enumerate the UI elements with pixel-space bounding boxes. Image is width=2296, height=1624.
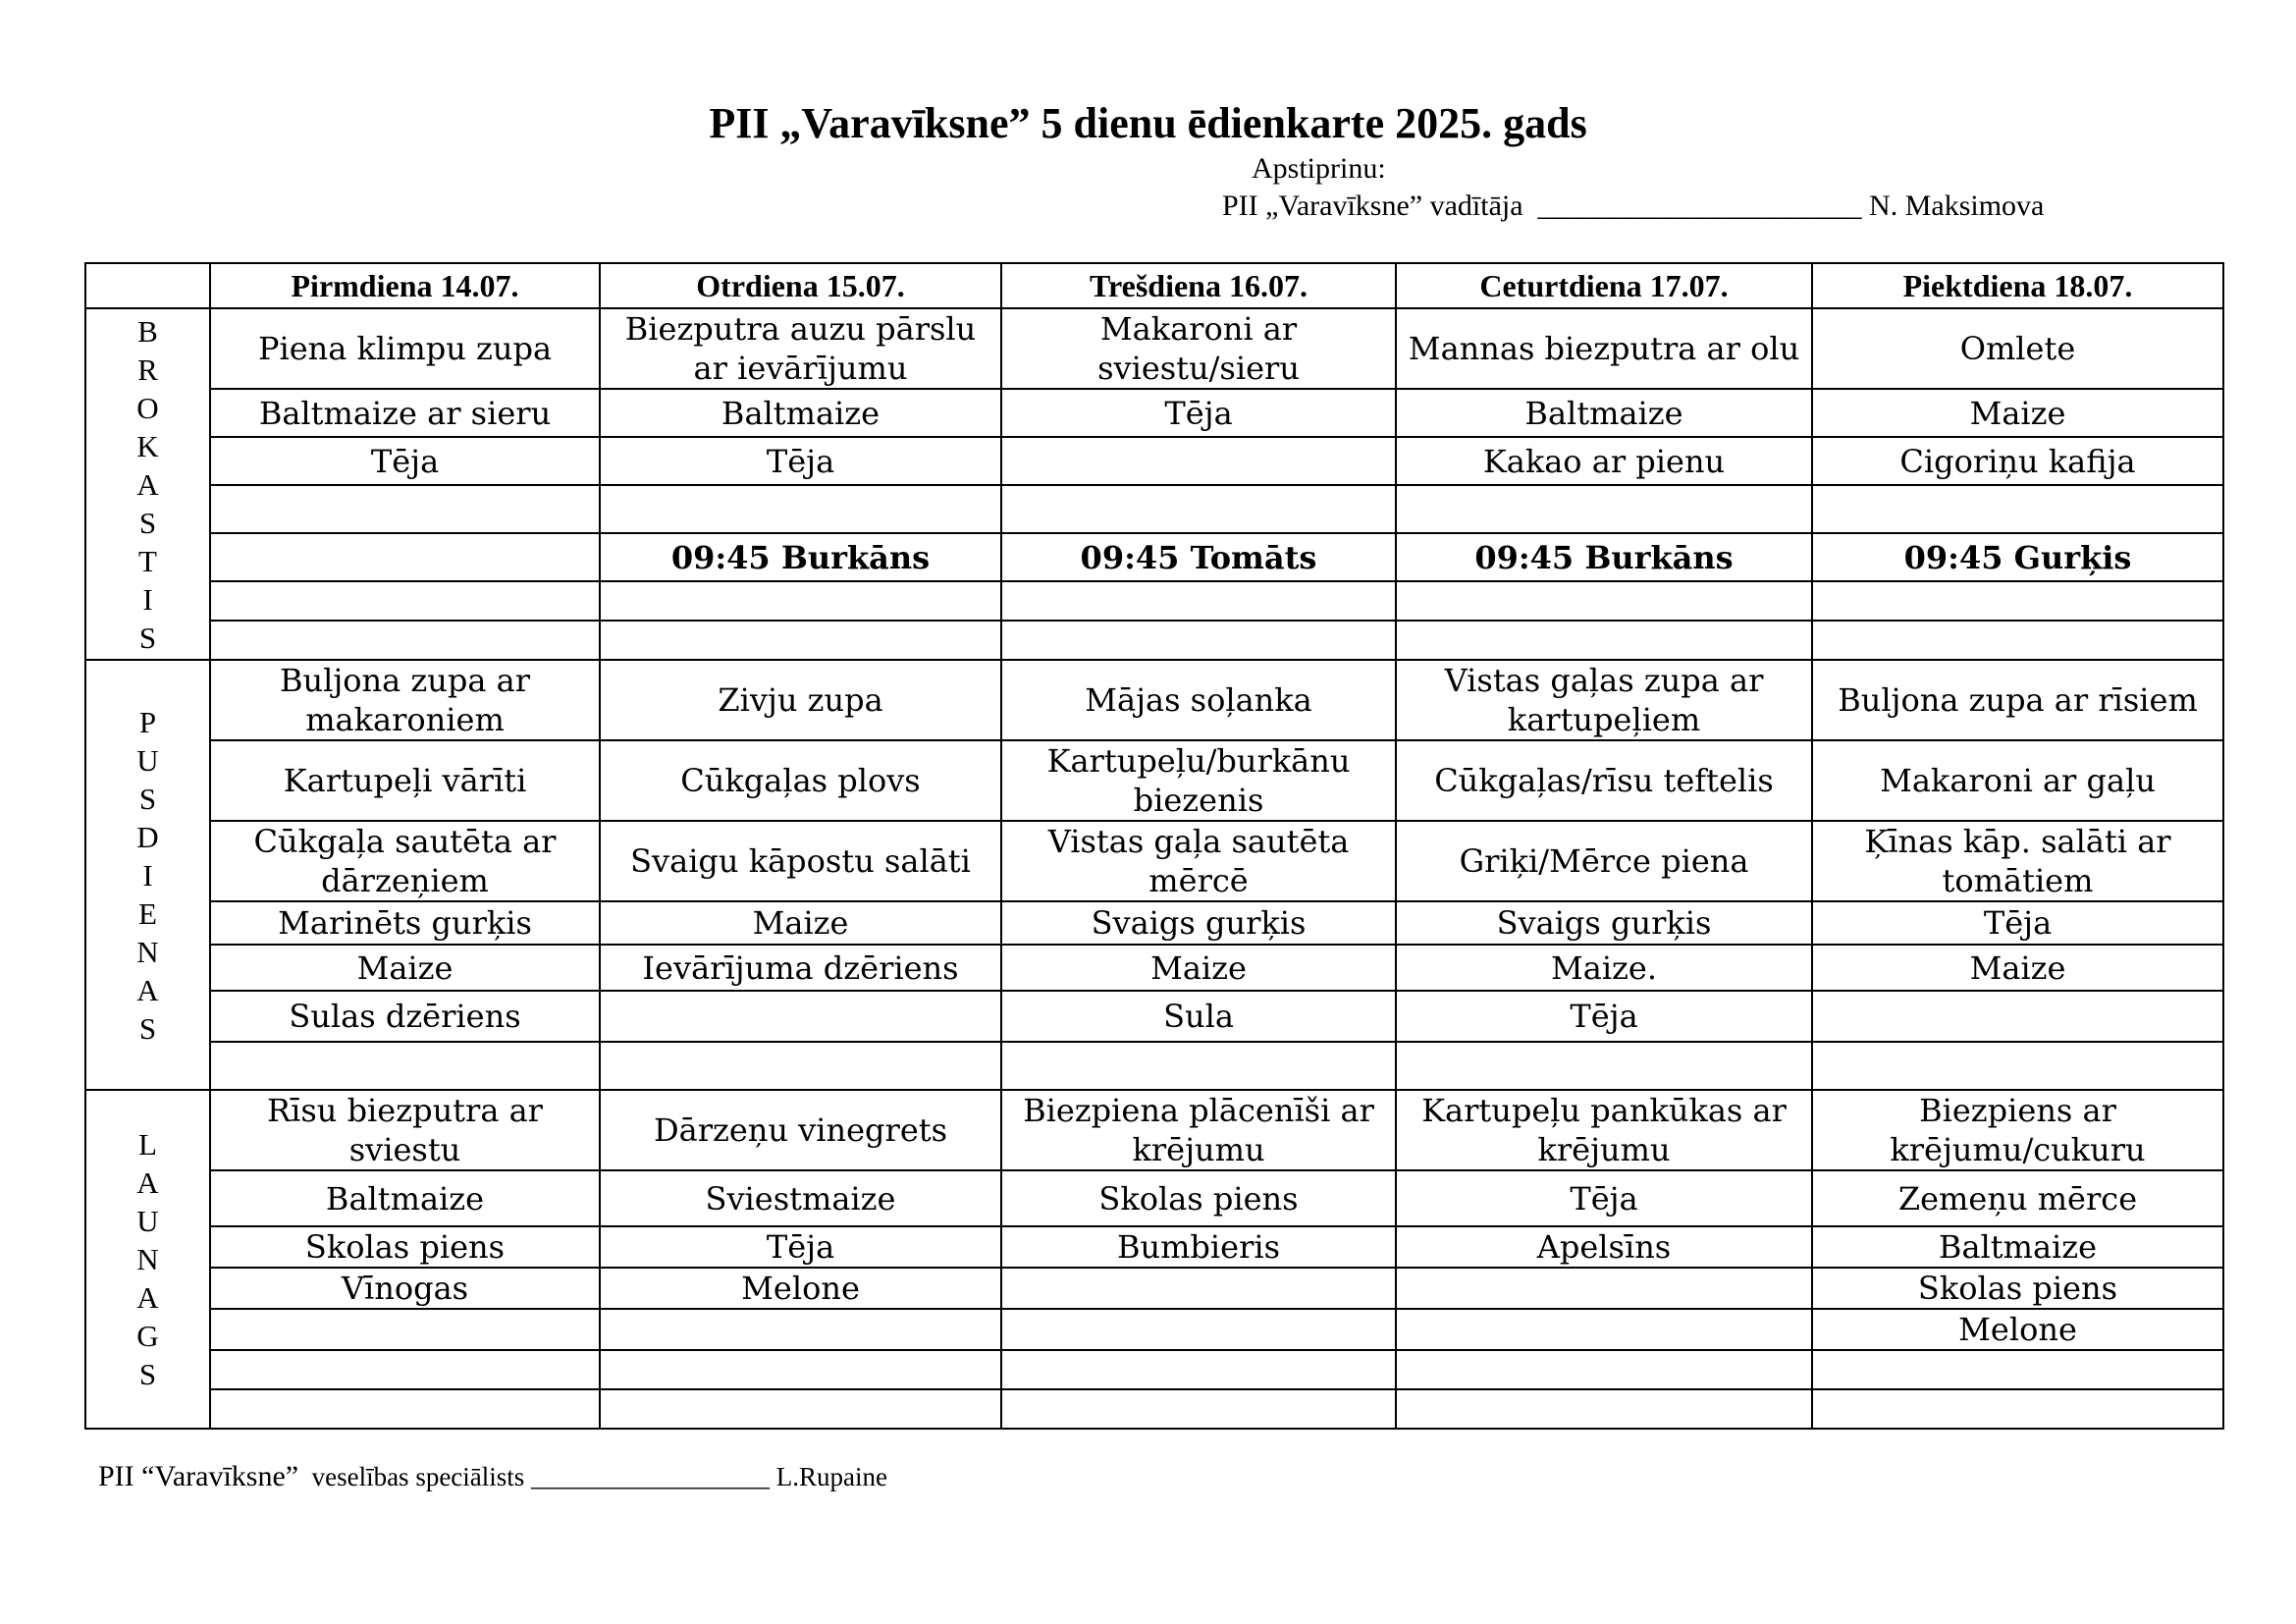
menu-cell: Kartupeļu pankūkas ar krējumu <box>1396 1090 1812 1170</box>
menu-cell: Baltmaize <box>1812 1226 2223 1268</box>
menu-cell: Sulas dzēriens <box>210 991 600 1042</box>
menu-cell <box>1396 1268 1812 1309</box>
menu-cell <box>210 1042 600 1090</box>
menu-cell: Mannas biezputra ar olu <box>1396 308 1812 389</box>
lunch-row <box>85 660 2223 740</box>
menu-cell <box>1001 1042 1396 1090</box>
menu-cell: Skolas piens <box>1812 1268 2223 1309</box>
menu-cell: Melone <box>600 1268 1001 1309</box>
menu-cell <box>1001 621 1396 660</box>
menu-cell: Griķi/Mērce piena <box>1396 821 1812 901</box>
menu-cell: Tēja <box>1396 1170 1812 1226</box>
menu-cell <box>1812 1350 2223 1389</box>
menu-cell: 09:45 Tomāts <box>1001 533 1396 581</box>
menu-cell: Vistas gaļa sautēta mērcē <box>1001 821 1396 901</box>
menu-cell: Tēja <box>1812 901 2223 945</box>
menu-cell <box>210 1350 600 1389</box>
menu-cell: Buljona zupa ar rīsiem <box>1812 660 2223 740</box>
menu-cell <box>1001 1268 1396 1309</box>
menu-cell: Skolas piens <box>210 1226 600 1268</box>
menu-cell: Omlete <box>1812 308 2223 389</box>
menu-cell <box>1001 1309 1396 1350</box>
menu-cell: Rīsu biezputra ar sviestu <box>210 1090 600 1170</box>
menu-cell: Zivju zupa <box>600 660 1001 740</box>
menu-cell: Makaroni ar gaļu <box>1812 740 2223 821</box>
menu-cell: Kartupeļu/burkānu biezenis <box>1001 740 1396 821</box>
approver-signature-line: PII „Varavīksne” vadītāja ______________________ N. Maksimova <box>1222 189 2045 222</box>
breakfast-row <box>85 308 2223 389</box>
menu-cell: Sula <box>1001 991 1396 1042</box>
snack-row <box>85 1350 2223 1389</box>
menu-cell: Dārzeņu vinegrets <box>600 1090 1001 1170</box>
menu-cell: Baltmaize ar sieru <box>210 389 600 437</box>
lunch-row <box>85 945 2223 991</box>
menu-cell <box>1812 1389 2223 1429</box>
breakfast-row <box>85 437 2223 485</box>
snack-row <box>85 1090 2223 1170</box>
menu-cell <box>600 1042 1001 1090</box>
menu-cell: Mājas soļanka <box>1001 660 1396 740</box>
breakfast-row <box>85 581 2223 621</box>
menu-cell <box>1001 1350 1396 1389</box>
menu-cell <box>600 1309 1001 1350</box>
menu-cell <box>210 533 600 581</box>
menu-cell: Maize <box>1812 389 2223 437</box>
menu-cell: Svaigu kāpostu salāti <box>600 821 1001 901</box>
menu-cell: Maize <box>1812 945 2223 991</box>
menu-cell <box>210 485 600 533</box>
menu-cell: Sviestmaize <box>600 1170 1001 1226</box>
day-header: Pirmdiena 14.07. <box>210 263 600 308</box>
menu-cell <box>600 581 1001 621</box>
day-header: Otrdiena 15.07. <box>600 263 1001 308</box>
menu-cell: Ķīnas kāp. salāti ar tomātiem <box>1812 821 2223 901</box>
snack-row <box>85 1268 2223 1309</box>
menu-cell: Vistas gaļas zupa ar kartupeļiem <box>1396 660 1812 740</box>
lunch-row <box>85 740 2223 821</box>
lunch-meal-label <box>85 660 210 1090</box>
approve-label: Apstiprinu: <box>1252 152 1386 185</box>
menu-cell: Baltmaize <box>210 1170 600 1226</box>
lunch-row <box>85 821 2223 901</box>
menu-cell: Makaroni ar sviestu/sieru <box>1001 308 1396 389</box>
menu-cell: Tēja <box>1396 991 1812 1042</box>
menu-cell <box>1396 1042 1812 1090</box>
snack-row <box>85 1309 2223 1350</box>
menu-cell <box>600 621 1001 660</box>
menu-cell: Tēja <box>1001 389 1396 437</box>
snack-meal-label-text: L A U N A G S <box>136 1127 159 1391</box>
menu-cell <box>1812 621 2223 660</box>
lunch-row <box>85 901 2223 945</box>
day-header: Trešdiena 16.07. <box>1001 263 1396 308</box>
menu-cell <box>1396 621 1812 660</box>
menu-cell <box>210 1309 600 1350</box>
menu-cell: Melone <box>1812 1309 2223 1350</box>
menu-cell: Vīnogas <box>210 1268 600 1309</box>
menu-cell <box>1396 1389 1812 1429</box>
menu-cell <box>210 621 600 660</box>
day-header: Piektdiena 18.07. <box>1812 263 2223 308</box>
snack-row <box>85 1389 2223 1429</box>
menu-cell: Piena klimpu zupa <box>210 308 600 389</box>
menu-cell <box>1001 1389 1396 1429</box>
menu-cell: Svaigs gurķis <box>1001 901 1396 945</box>
corner-cell <box>85 263 210 308</box>
menu-cell: Kakao ar pienu <box>1396 437 1812 485</box>
lunch-row <box>85 991 2223 1042</box>
menu-cell <box>1396 485 1812 533</box>
menu-cell <box>1001 581 1396 621</box>
menu-cell <box>1812 485 2223 533</box>
menu-cell: 09:45 Burkāns <box>1396 533 1812 581</box>
menu-cell: Cūkgaļas plovs <box>600 740 1001 821</box>
menu-cell: Skolas piens <box>1001 1170 1396 1226</box>
menu-cell <box>1812 581 2223 621</box>
menu-cell: Maize. <box>1396 945 1812 991</box>
menu-cell: Svaigs gurķis <box>1396 901 1812 945</box>
menu-cell: Buljona zupa ar makaroniem <box>210 660 600 740</box>
menu-cell: Kartupeļi vārīti <box>210 740 600 821</box>
menu-cell: 09:45 Burkāns <box>600 533 1001 581</box>
menu-cell: Cūkgaļas/rīsu teftelis <box>1396 740 1812 821</box>
menu-cell: Cigoriņu kafija <box>1812 437 2223 485</box>
menu-cell: Zemeņu mērce <box>1812 1170 2223 1226</box>
menu-cell <box>1396 1350 1812 1389</box>
breakfast-row <box>85 485 2223 533</box>
menu-cell <box>1001 437 1396 485</box>
menu-cell <box>1396 581 1812 621</box>
menu-cell <box>600 485 1001 533</box>
snack-row <box>85 1226 2223 1268</box>
menu-cell <box>1812 991 2223 1042</box>
menu-cell: Cūkgaļa sautēta ar dārzeņiem <box>210 821 600 901</box>
lunch-meal-label-text: P U S D I E N A S <box>136 704 159 1046</box>
document-title: PII „Varavīksne” 5 dienu ēdienkarte 2025. gads <box>709 99 1587 147</box>
menu-cell <box>1001 485 1396 533</box>
menu-cell: Biezpiena plācenīši ar krējumu <box>1001 1090 1396 1170</box>
menu-cell: Tēja <box>600 1226 1001 1268</box>
menu-cell <box>1812 1042 2223 1090</box>
menu-cell: Marinēts gurķis <box>210 901 600 945</box>
menu-cell: Tēja <box>600 437 1001 485</box>
menu-cell: Bumbieris <box>1001 1226 1396 1268</box>
menu-cell: Biezputra auzu pārslu ar ievārījumu <box>600 308 1001 389</box>
footer-org: PII “Varavīksne” <box>98 1460 299 1492</box>
menu-cell <box>210 1389 600 1429</box>
day-header: Ceturtdiena 17.07. <box>1396 263 1812 308</box>
breakfast-row <box>85 389 2223 437</box>
menu-cell: Maize <box>210 945 600 991</box>
menu-cell <box>210 581 600 621</box>
menu-cell: Maize <box>1001 945 1396 991</box>
table-header-row <box>85 263 2223 308</box>
menu-cell <box>600 1350 1001 1389</box>
breakfast-row <box>85 621 2223 660</box>
menu-cell: Maize <box>600 901 1001 945</box>
breakfast-row <box>85 533 2223 581</box>
breakfast-meal-label-text: B R O K A S T I S <box>136 313 159 655</box>
menu-cell: 09:45 Gurķis <box>1812 533 2223 581</box>
menu-cell: Apelsīns <box>1396 1226 1812 1268</box>
menu-cell: Baltmaize <box>600 389 1001 437</box>
menu-cell: Baltmaize <box>1396 389 1812 437</box>
menu-cell: Ievārījuma dzēriens <box>600 945 1001 991</box>
snack-meal-label <box>85 1090 210 1429</box>
footer-role-line: veselības speciālists __________________ L.Rupaine <box>298 1462 888 1491</box>
weekly-menu-table <box>84 262 2224 1430</box>
menu-cell <box>600 1389 1001 1429</box>
breakfast-meal-label <box>85 308 210 660</box>
menu-cell <box>600 991 1001 1042</box>
lunch-row <box>85 1042 2223 1090</box>
snack-row <box>85 1170 2223 1226</box>
menu-cell <box>1396 1309 1812 1350</box>
footer-signature <box>98 1460 887 1493</box>
menu-cell: Biezpiens ar krējumu/cukuru <box>1812 1090 2223 1170</box>
menu-cell: Tēja <box>210 437 600 485</box>
